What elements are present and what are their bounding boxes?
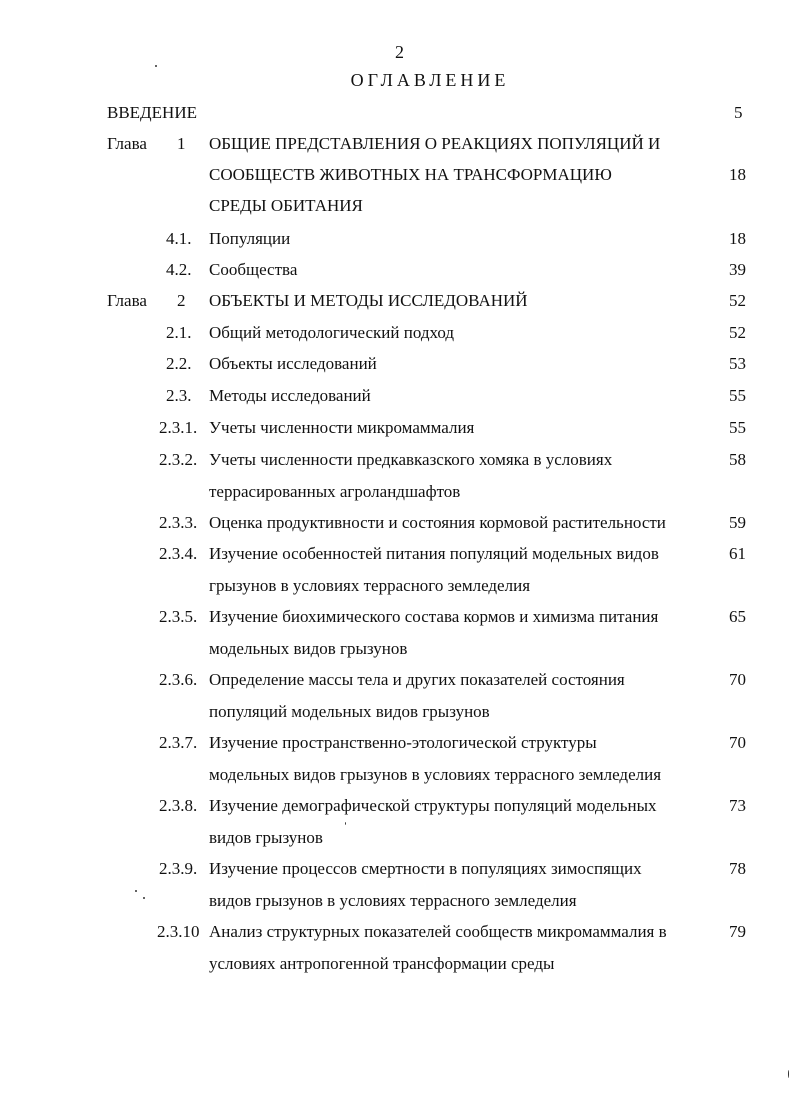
section-title-line-2: грызунов в условиях террасного земледелия bbox=[209, 576, 531, 595]
toc-entry-2-3-10 bbox=[0, 922, 799, 974]
section-title: Общий методологический подход bbox=[209, 323, 454, 342]
section-title-line-1: Анализ структурных показателей сообществ микромаммалия в bbox=[209, 922, 667, 941]
page-ref: 61 bbox=[729, 544, 746, 563]
section-title: Оценка продуктивности и состояния кормовой растительности bbox=[209, 513, 666, 532]
section-title-line-2: видов грызунов в условиях террасного земледелия bbox=[209, 891, 577, 910]
toc-entry-2-3-7 bbox=[0, 733, 799, 785]
page-ref: 5 bbox=[734, 103, 743, 122]
chapter-word: Глава bbox=[107, 134, 147, 153]
section-number: 2.1. bbox=[166, 323, 192, 342]
section-title-line-1: Учеты численности предкавказского хомяка в условиях bbox=[209, 450, 613, 469]
page-ref: 79 bbox=[729, 922, 746, 941]
chapter-title-line-2: СООБЩЕСТВ ЖИВОТНЫХ НА ТРАНСФОРМАЦИЮ bbox=[209, 165, 612, 184]
section-title-line-1: Определение массы тела и других показателей состояния bbox=[209, 670, 625, 689]
chapter-word: Глава bbox=[107, 291, 147, 310]
section-title: Популяции bbox=[209, 229, 291, 248]
toc-entry-2-3-8 bbox=[0, 796, 799, 848]
section-title: Объекты исследований bbox=[209, 354, 377, 373]
page-ref: 39 bbox=[729, 260, 746, 279]
section-title-line-1: Изучение биохимического состава кормов и химизма питания bbox=[209, 607, 659, 626]
chapter-number: 1 bbox=[177, 134, 186, 153]
page-ref: 53 bbox=[729, 354, 746, 373]
section-title-line-2: модельных видов грызунов bbox=[209, 639, 408, 658]
chapter-title-line-1: ОБЩИЕ ПРЕДСТАВЛЕНИЯ О РЕАКЦИЯХ ПОПУЛЯЦИЙ И bbox=[209, 134, 661, 153]
page-ref: 73 bbox=[729, 796, 746, 815]
section-title-line-1: Изучение процессов смертности в популяциях зимоспящих bbox=[209, 859, 642, 878]
section-number: 2.3.5. bbox=[159, 607, 198, 626]
page-ref: 70 bbox=[729, 670, 746, 689]
section-number: 2.3.9. bbox=[159, 859, 198, 878]
section-number: 2.3.2. bbox=[159, 450, 198, 469]
page-ref: 65 bbox=[729, 607, 746, 626]
section-number: 4.1. bbox=[166, 229, 192, 248]
section-number: 2.3.7. bbox=[159, 733, 198, 752]
scan-speck bbox=[345, 822, 346, 825]
section-number: 2.3.1. bbox=[159, 418, 198, 437]
section-title-line-2: условиях антропогенной трансформации среды bbox=[209, 954, 555, 973]
scan-speck bbox=[155, 65, 157, 67]
section-number: 2.3.6. bbox=[159, 670, 198, 689]
page-ref: 70 bbox=[729, 733, 746, 752]
section-title: Методы исследований bbox=[209, 386, 371, 405]
section-number: 2.3.8. bbox=[159, 796, 198, 815]
section-title: Учеты численности микромаммалия bbox=[209, 418, 475, 437]
page-ref: 52 bbox=[729, 323, 746, 342]
toc-entry-2-3-6 bbox=[0, 670, 799, 722]
toc-entry-2-3-2 bbox=[0, 450, 799, 502]
section-number: 2.3.10 bbox=[157, 922, 200, 941]
page-ref: 59 bbox=[729, 513, 746, 532]
section-title-line-1: Изучение пространственно-этологической структуры bbox=[209, 733, 597, 752]
section-title-line-1: Изучение демографической структуры популяций модельных bbox=[209, 796, 657, 815]
page-number: 2 bbox=[395, 42, 404, 62]
section-title-line-2: террасированных агроландшафтов bbox=[209, 482, 461, 501]
section-number: 4.2. bbox=[166, 260, 192, 279]
entry-label: ВВЕДЕНИЕ bbox=[107, 103, 197, 122]
page-ref: 52 bbox=[729, 291, 746, 310]
section-title-line-2: модельных видов грызунов в условиях террасного земледелия bbox=[209, 765, 662, 784]
page-ref: 18 bbox=[729, 165, 746, 184]
scan-speck bbox=[788, 1070, 789, 1078]
section-title-line-2: популяций модельных видов грызунов bbox=[209, 702, 490, 721]
section-number: 2.2. bbox=[166, 354, 192, 373]
page-ref: 58 bbox=[729, 450, 746, 469]
page-ref: 55 bbox=[729, 386, 746, 405]
page-ref: 55 bbox=[729, 418, 746, 437]
section-number: 2.3. bbox=[166, 386, 192, 405]
toc-entry-chapter-1 bbox=[107, 134, 747, 214]
section-title-line-2: видов грызунов bbox=[209, 828, 323, 847]
page-ref: 78 bbox=[729, 859, 746, 878]
chapter-title: ОБЪЕКТЫ И МЕТОДЫ ИССЛЕДОВАНИЙ bbox=[209, 291, 528, 310]
scan-speck bbox=[135, 890, 137, 892]
page-ref: 18 bbox=[729, 229, 746, 248]
section-number: 2.3.4. bbox=[159, 544, 198, 563]
chapter-number: 2 bbox=[177, 291, 186, 310]
toc-entry-2-3-5 bbox=[0, 607, 799, 659]
toc-entry-2-3-9 bbox=[0, 859, 799, 911]
toc-title: ОГЛАВЛЕНИЕ bbox=[350, 70, 510, 90]
section-title: Сообщества bbox=[209, 260, 298, 279]
toc-entry-2-3-4 bbox=[0, 544, 799, 596]
chapter-title-line-3: СРЕДЫ ОБИТАНИЯ bbox=[209, 196, 363, 215]
scan-speck bbox=[143, 897, 145, 899]
section-title-line-1: Изучение особенностей питания популяций модельных видов bbox=[209, 544, 659, 563]
section-number: 2.3.3. bbox=[159, 513, 198, 532]
